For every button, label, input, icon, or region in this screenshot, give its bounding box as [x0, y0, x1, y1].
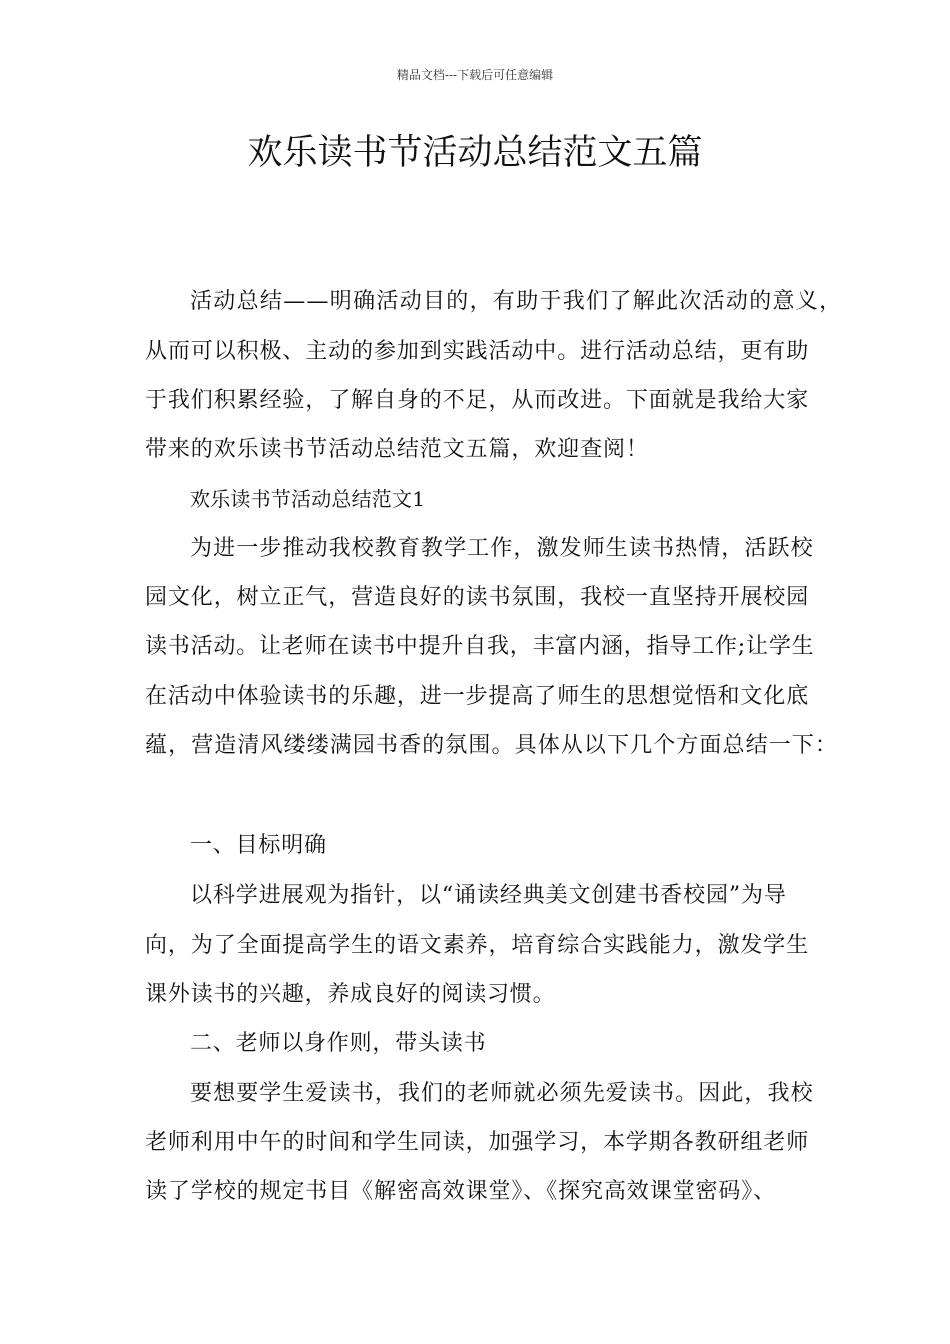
paragraph-line: 老师利用中午的时间和学生同读，加强学习，本学期各教研组老师: [145, 1130, 810, 1155]
paragraph-line: 读书活动。让老师在读书中提升自我，丰富内涵，指导工作;让学生: [145, 634, 815, 659]
paragraph-line: 要想要学生爱读书，我们的老师就必须先爱读书。因此，我校: [190, 1081, 814, 1106]
paragraph-line: 以科学进展观为指针，以“诵读经典美文创建书香校园”为导: [190, 883, 787, 908]
paragraph-line: 带来的欢乐读书节活动总结范文五篇，欢迎查阅！: [145, 437, 649, 462]
paragraph-line: 蕴，营造清风缕缕满园书香的氛围。具体从以下几个方面总结一下：: [145, 733, 839, 758]
paragraph-line: 从而可以积极、主动的参加到实践活动中。进行活动总结，更有助: [145, 339, 810, 364]
paragraph-line: 读了学校的规定书目《解密高效课堂》、《探究高效课堂密码》、: [145, 1179, 777, 1204]
paragraph-line: 园文化，树立正气，营造良好的读书氛围，我校一直坚持开展校园: [145, 585, 810, 610]
paragraph-line: 在活动中体验读书的乐趣，进一步提高了师生的思想觉悟和文化底: [145, 684, 810, 709]
section-heading: 一、目标明确: [190, 833, 327, 858]
paragraph-line: 课外读书的兴趣，养成良好的阅读习惯。: [145, 982, 556, 1007]
section-heading: 二、老师以身作则，带头读书: [190, 1031, 487, 1056]
page-header: 精品文档---下载后可任意编辑: [396, 68, 554, 82]
document-title: 欢乐读书节活动总结范文五篇: [247, 133, 703, 173]
section-heading: 欢乐读书节活动总结范文1: [190, 487, 426, 511]
paragraph-line: 活动总结——明确活动目的，有助于我们了解此次活动的意义，: [190, 289, 843, 314]
paragraph-line: 为进一步推动我校教育教学工作，激发师生读书热情，活跃校: [190, 536, 814, 561]
paragraph-line: 向，为了全面提高学生的语文素养，培育综合实践能力，激发学生: [145, 933, 810, 958]
paragraph-line: 于我们积累经验，了解自身的不足，从而改进。下面就是我给大家: [145, 388, 810, 413]
